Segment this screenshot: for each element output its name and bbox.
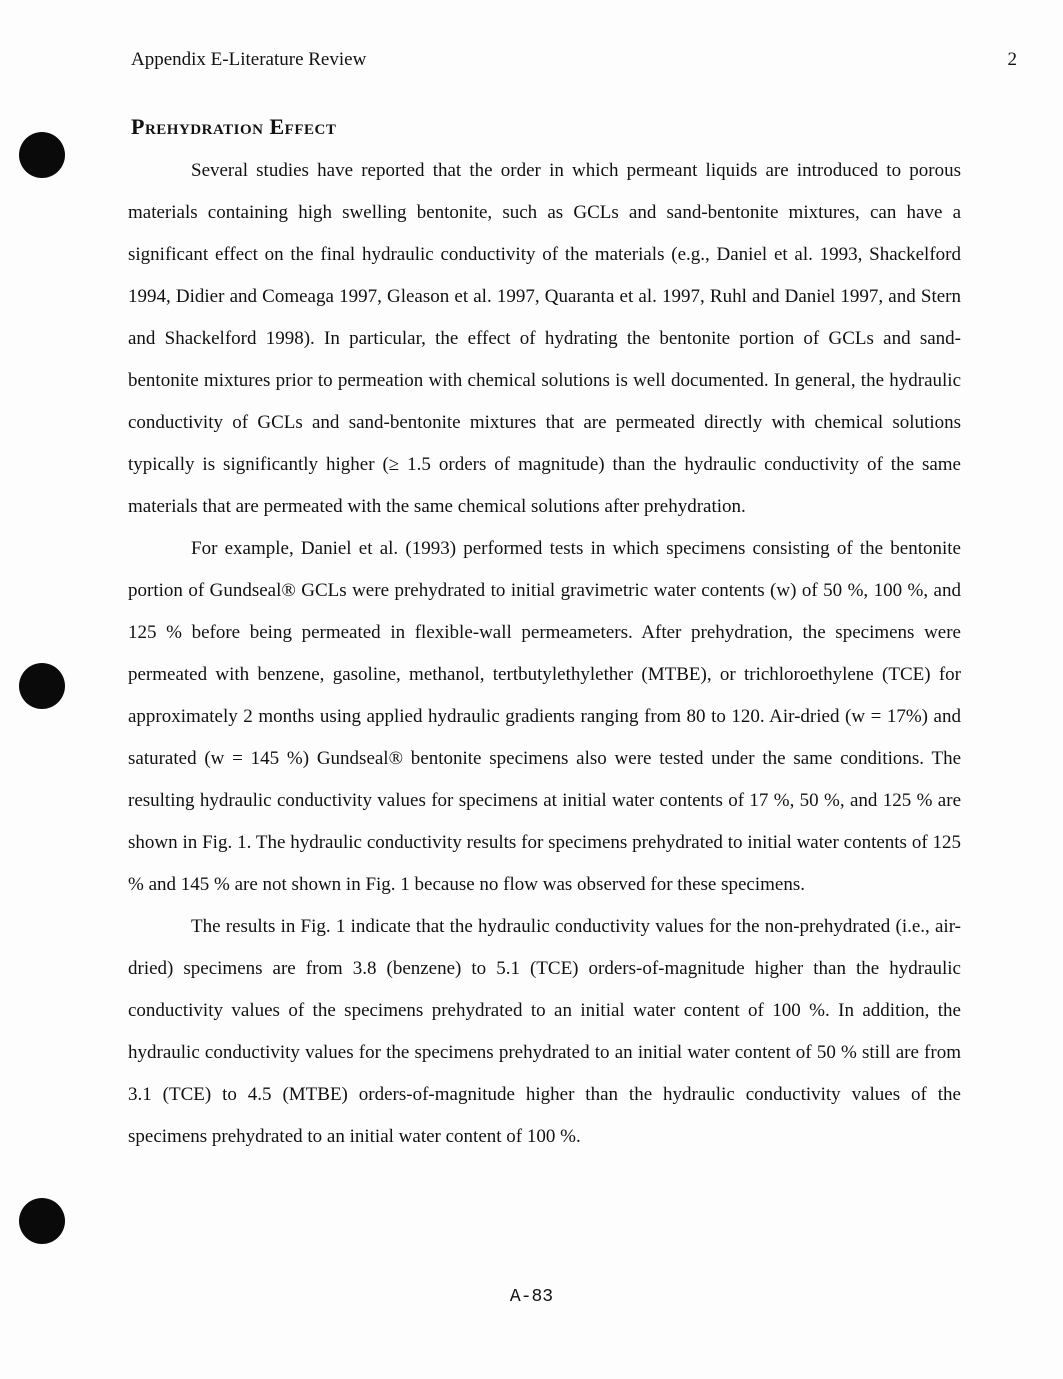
paragraph-fig1-results: The results in Fig. 1 indicate that the hydraulic conductivity values for the non-prehydrated (i.e., air-dried) specimens are from 3.8 (benzene) to 5.1 (TCE) orders-of-magnitude higher than the hydraulic conductivity values of the specimens prehydrated to an initial water content of 100 %. In addition, the hydraulic conductivity values for the specimens prehydrated to an initial water content of 50 % still are from 3.1 (TCE) to 4.5 (MTBE) orders-of-magnitude higher than the hydraulic conductivity values of the specimens prehydrated to an initial water content of 100 %. (128, 916, 961, 1147)
paragraph-prehydration-studies: Several studies have reported that the order in which permeant liquids are introduced to porous materials containing high swelling bentonite, such as GCLs and sand-bentonite mixtures, can have a significant effect on the final hydraulic conductivity of the materials (e.g., Daniel et al. 1993, Shackelford 1994, Didier and Comeaga 1997, Gleason et al. 1997, Quaranta et al. 1997, Ruhl and Daniel 1997, and Stern and Shackelford 1998). In particular, the effect of hydrating the bentonite portion of GCLs and sand-bentonite mixtures prior to permeation with chemical solutions is well documented. In general, the hydraulic conductivity of GCLs and sand-bentonite mixtures that are permeated directly with chemical solutions typically is significantly higher (≥ 1.5 orders of magnitude) than the hydraulic conductivity of the same materials that are permeated with the same chemical solutions after prehydration. (128, 160, 961, 517)
running-header-title: Appendix E-Literature Review (131, 49, 367, 70)
footer-page-label: A-83 (509, 1287, 554, 1307)
body-text (128, 150, 961, 1158)
punch-hole-bottom (19, 1198, 65, 1244)
punch-hole-top (19, 132, 65, 178)
section-heading: Prehydration Effect (131, 114, 337, 139)
punch-hole-middle (19, 663, 65, 709)
page-number: 2 (1007, 49, 1017, 70)
paragraph-daniel-example: For example, Daniel et al. (1993) performed tests in which specimens consisting of the bentonite portion of Gundseal® GCLs were prehydrated to initial gravimetric water contents (w) of 50 %, 100 %, and 125 % before being permeated in flexible-wall permeameters. After prehydration, the specimens were permeated with benzene, gasoline, methanol, tertbutylethylether (MTBE), or trichloroethylene (TCE) for approximately 2 months using applied hydraulic gradients ranging from 80 to 120. Air-dried (w = 17%) and saturated (w = 145 %) Gundseal® bentonite specimens also were tested under the same conditions. The resulting hydraulic conductivity values for specimens at initial water contents of 17 %, 50 %, and 125 % are shown in Fig. 1. The hydraulic conductivity results for specimens prehydrated to initial water contents of 125 % and 145 % are not shown in Fig. 1 because no flow was observed for these specimens. (128, 538, 961, 895)
